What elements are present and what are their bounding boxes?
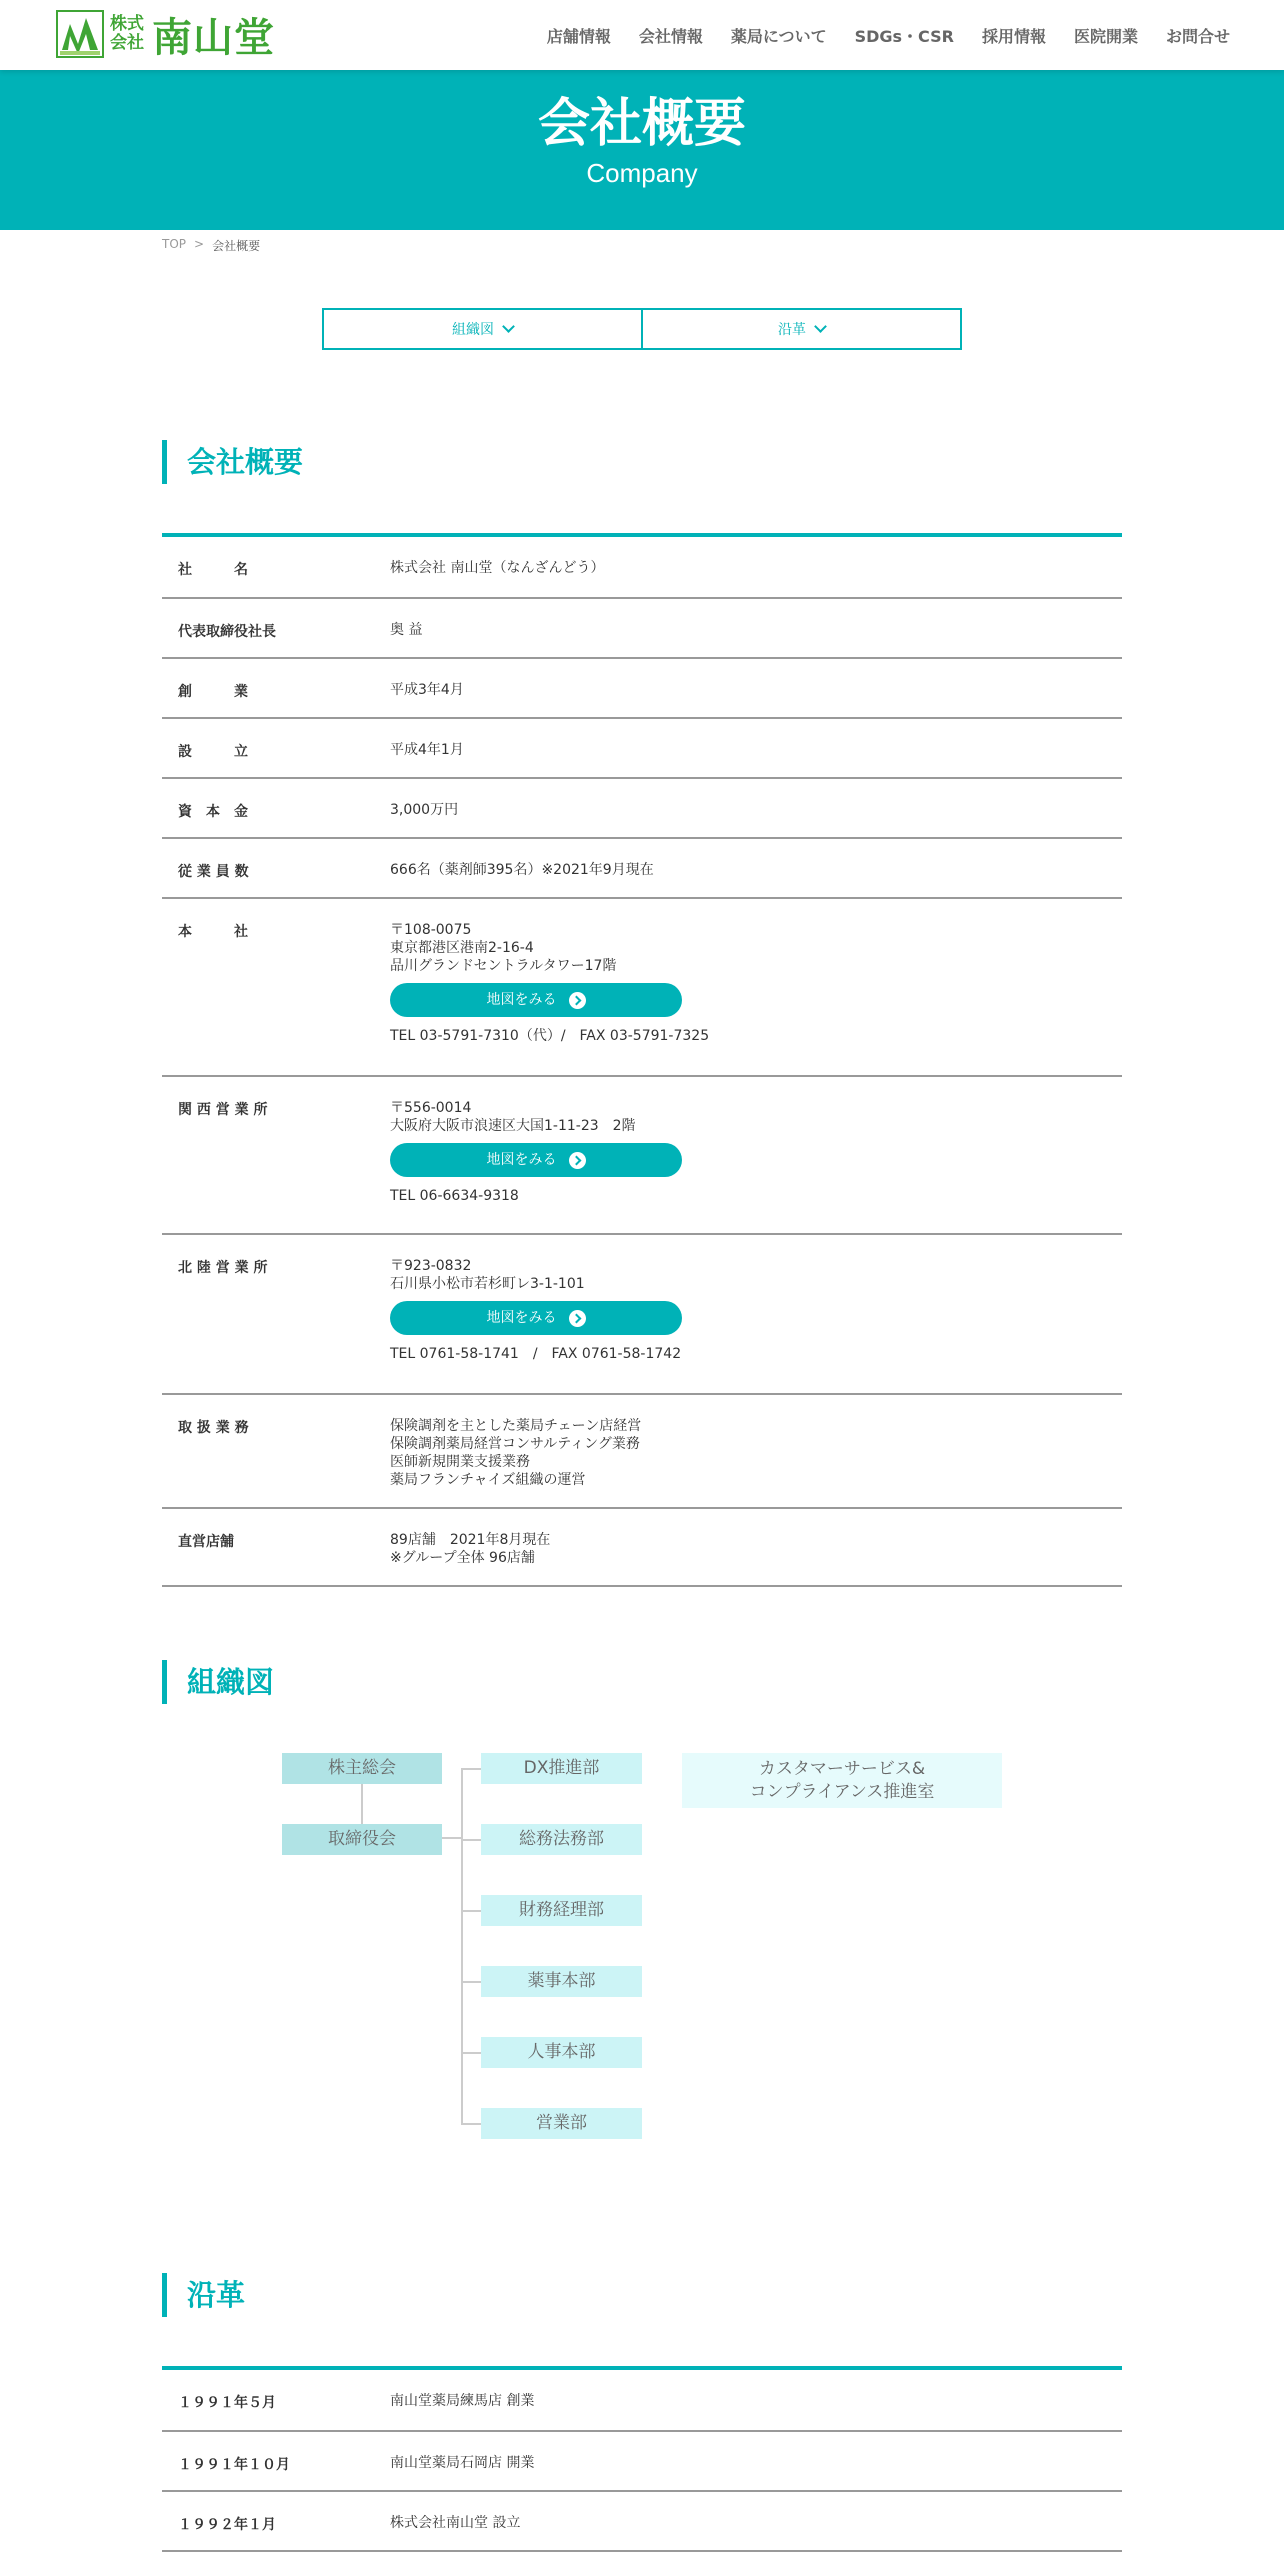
value-line: 平成3年4月: [390, 682, 464, 698]
tab-org-chart[interactable]: [324, 310, 641, 348]
row-label: 設 立: [178, 744, 248, 760]
table-row: [162, 2492, 1122, 2552]
history-event: 株式会社南山堂 設立: [390, 2515, 521, 2531]
breadcrumb-home[interactable]: TOP: [162, 237, 187, 251]
row-value: [362, 1509, 1122, 1585]
chevron-down-icon: [502, 320, 515, 333]
row-label: 関 西 営 業 所: [178, 1102, 268, 1118]
row-label: 資 本 金: [178, 804, 248, 820]
map-button-hokuriku[interactable]: [390, 1301, 682, 1335]
connector-line: [461, 1910, 481, 1912]
overview-heading: 会社概要: [162, 440, 303, 484]
map-button-kansai[interactable]: [390, 1143, 682, 1177]
table-row: [162, 899, 1122, 1077]
org-dept: 財務経理部: [481, 1895, 642, 1926]
row-value: [362, 1077, 1122, 1233]
tel-line: TEL 03-5791-7310（代）/ FAX 03-5791-7325: [390, 1028, 710, 1044]
history-heading: 沿革: [162, 2273, 245, 2317]
table-row: [162, 537, 1122, 599]
row-value: [362, 1395, 1122, 1507]
table-row: [162, 779, 1122, 839]
map-button-label: 地図をみる: [486, 1310, 557, 1326]
org-cs-line1: カスタマーサービス&: [758, 1758, 926, 1779]
row-label: 直営店舗: [178, 1534, 234, 1550]
breadcrumb: [162, 237, 260, 254]
row-label: 創 業: [178, 684, 248, 700]
row-value: [362, 659, 1122, 717]
org-customer-service: [682, 1753, 1002, 1808]
table-row: [162, 719, 1122, 779]
logo-kabushiki: [110, 15, 144, 53]
row-value: [362, 839, 1122, 897]
value-line: ※グループ全体 96店舗: [390, 1550, 535, 1566]
nav-company[interactable]: 会社情報: [638, 26, 703, 46]
arrow-right-circle-icon: [569, 1310, 586, 1327]
breadcrumb-current: 会社概要: [212, 239, 261, 253]
logo-small-line2: 会社: [110, 33, 144, 53]
logo-small-line1: 株式: [110, 14, 144, 34]
value-line: 666名（薬剤師395名）※2021年9月現在: [390, 862, 654, 878]
value-line: 平成4年1月: [390, 742, 464, 758]
row-value: [362, 1235, 1122, 1393]
nav-contact[interactable]: お問合せ: [1165, 26, 1230, 46]
table-row: [162, 1077, 1122, 1235]
nav-recruit[interactable]: 採用情報: [981, 26, 1046, 46]
tel-line: TEL 06-6634-9318: [390, 1188, 519, 1204]
nav-stores[interactable]: 店舗情報: [546, 26, 611, 46]
value-line: 大阪府大阪市浪速区大国1-11-23 2階: [390, 1118, 636, 1134]
nav-pharmacy[interactable]: 薬局について: [730, 26, 827, 46]
org-cs-line2: コンプライアンス推進室: [749, 1781, 935, 1802]
tel-line: TEL 0761-58-1741 / FAX 0761-58-1742: [390, 1346, 682, 1362]
table-row: [162, 599, 1122, 659]
connector-line: [442, 1837, 462, 1839]
table-row: [162, 2370, 1122, 2432]
row-label: 本 社: [178, 924, 248, 940]
org-board: 取締役会: [282, 1824, 442, 1855]
tab-org-chart-label: 組織図: [452, 322, 494, 338]
table-row: [162, 839, 1122, 899]
map-button-head-office[interactable]: [390, 983, 682, 1017]
chevron-down-icon: [814, 320, 827, 333]
arrow-right-circle-icon: [569, 992, 586, 1009]
table-row: [162, 1509, 1122, 1587]
tab-history-label: 沿革: [778, 322, 806, 338]
org-dept: DX推進部: [481, 1753, 642, 1784]
connector-line: [461, 1768, 463, 2124]
nav-clinic[interactable]: 医院開業: [1073, 26, 1138, 46]
row-label: 代表取締役社長: [178, 624, 276, 640]
table-row: [162, 1395, 1122, 1509]
row-value: [362, 779, 1122, 837]
value-line: 〒923-0832: [390, 1258, 472, 1274]
value-line: 89店舗 2021年8月現在: [390, 1532, 551, 1548]
company-logo[interactable]: [56, 9, 275, 59]
row-value: [362, 899, 1122, 1075]
value-line: 株式会社 南山堂（なんざんどう）: [390, 560, 605, 576]
value-line: 奥 益: [390, 622, 423, 638]
org-dept: 総務法務部: [481, 1824, 642, 1855]
connector-line: [461, 1981, 481, 1983]
value-line: 〒108-0075: [390, 922, 472, 938]
page-subtitle: Company: [586, 158, 698, 188]
org-dept: 営業部: [481, 2108, 642, 2139]
org-heading: 組織図: [162, 1660, 274, 1704]
row-label: 取 扱 業 務: [178, 1420, 249, 1436]
main-nav: [519, 0, 1230, 70]
value-line: 薬局フランチャイズ組織の運営: [390, 1472, 586, 1488]
row-value: [362, 537, 1122, 597]
overview-table: [162, 533, 1122, 1587]
value-line: 〒556-0014: [390, 1100, 472, 1116]
map-button-label: 地図をみる: [486, 992, 557, 1008]
value-line: 石川県小松市若杉町レ3-1-101: [390, 1276, 585, 1292]
org-shareholders: 株主総会: [282, 1753, 442, 1784]
row-value: [362, 599, 1122, 657]
row-label: 北 陸 営 業 所: [178, 1260, 268, 1276]
table-row: [162, 659, 1122, 719]
table-row: [162, 1235, 1122, 1395]
connector-line: [461, 1768, 481, 1770]
site-header: [0, 0, 1284, 70]
history-date: １９９１年５月: [178, 2395, 276, 2411]
anchor-tabs: [322, 308, 962, 350]
value-line: 保険調剤を主とした薬局チェーン店経営: [390, 1418, 642, 1434]
connector-line: [461, 1839, 481, 1841]
table-row: [162, 2432, 1122, 2492]
value-line: 品川グランドセントラルタワー17階: [390, 958, 617, 974]
logo-mark-icon: [56, 10, 104, 58]
org-dept: 薬事本部: [481, 1966, 642, 1997]
row-value: [362, 719, 1122, 777]
connector-line: [461, 2052, 481, 2054]
map-button-label: 地図をみる: [486, 1152, 557, 1168]
page-title: 会社概要: [537, 94, 746, 154]
arrow-right-circle-icon: [569, 1152, 586, 1169]
nav-sdgs[interactable]: SDGs・CSR: [854, 26, 954, 46]
breadcrumb-separator: >: [194, 237, 205, 251]
history-date: １９９２年１月: [178, 2517, 276, 2533]
row-label: 社 名: [178, 562, 248, 578]
history-date: １９９１年１０月: [178, 2457, 290, 2473]
tab-history[interactable]: [641, 310, 960, 348]
history-event: 南山堂薬局石岡店 開業: [390, 2455, 535, 2471]
value-line: 医師新規開業支援業務: [390, 1454, 530, 1470]
page-hero: [0, 70, 1284, 230]
logo-name: 南山堂: [152, 14, 275, 61]
row-label: 従 業 員 数: [178, 864, 249, 880]
history-event: 南山堂薬局練馬店 創業: [390, 2393, 535, 2409]
org-dept: 人事本部: [481, 2037, 642, 2068]
connector-line: [461, 2123, 481, 2125]
value-line: 東京都港区港南2-16-4: [390, 940, 534, 956]
history-table: [162, 2366, 1122, 2552]
value-line: 3,000万円: [390, 802, 459, 818]
value-line: 保険調剤薬局経営コンサルティング業務: [390, 1436, 640, 1452]
connector-line: [361, 1784, 363, 1828]
